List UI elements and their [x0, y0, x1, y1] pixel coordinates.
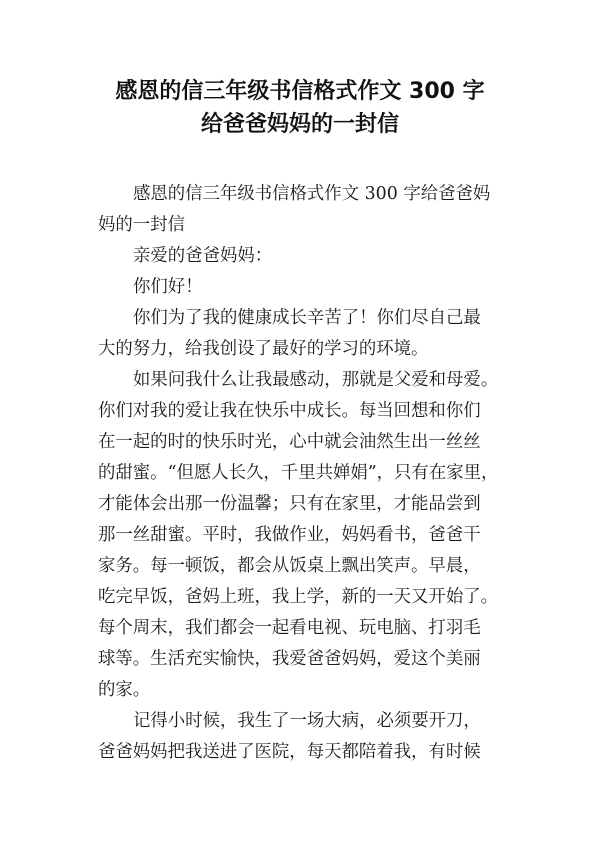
body-line: 球等。生活充实愉快，我爱爸爸妈妈，爱这个美丽	[98, 649, 481, 669]
body-line: 的甜蜜。“但愿人长久，千里共婵娟”，只有在家里，	[98, 463, 499, 483]
body-line: 每个周末，我们都会一起看电视、玩电脑、打羽毛	[98, 618, 481, 638]
document-title-line-1: 感恩的信三年级书信格式作文 300 字	[115, 79, 485, 104]
body-line: 吃完早饭，爸妈上班，我上学，新的一天又开始了。	[98, 587, 498, 607]
body-line: 那一丝甜蜜。平时，我做作业，妈妈看书，爸爸干	[98, 525, 481, 545]
body-line: 感恩的信三年级书信格式作文 300 字给爸爸妈	[133, 184, 491, 204]
salutation: 亲爱的爸爸妈妈：	[133, 246, 273, 266]
document-title-line-2: 给爸爸妈妈的一封信	[200, 112, 399, 137]
document-body	[98, 179, 518, 768]
body-line: 大的努力，给我创设了最好的学习的环境。	[98, 339, 429, 359]
body-line: 家务。每一顿饭，都会从饭桌上飘出笑声。早晨，	[98, 556, 481, 576]
body-line: 才能体会出那一份温馨；只有在家里，才能品尝到	[98, 494, 481, 514]
body-line: 的家。	[98, 680, 151, 700]
greeting: 你们好！	[133, 277, 203, 297]
body-line: 记得小时候，我生了一场大病，必须要开刀，	[133, 711, 481, 731]
body-line: 妈的一封信	[98, 215, 185, 235]
body-line: 你们对我的爱让我在快乐中成长。每当回想和你们	[98, 401, 481, 421]
body-line: 在一起的时的快乐时光，心中就会油然生出一丝丝	[98, 432, 481, 452]
body-line: 爸爸妈妈把我送进了医院，每天都陪着我，有时候	[98, 742, 481, 762]
body-line: 如果问我什么让我最感动，那就是父爱和母爱。	[133, 370, 499, 390]
body-line: 你们为了我的健康成长辛苦了！你们尽自己最	[133, 308, 481, 328]
